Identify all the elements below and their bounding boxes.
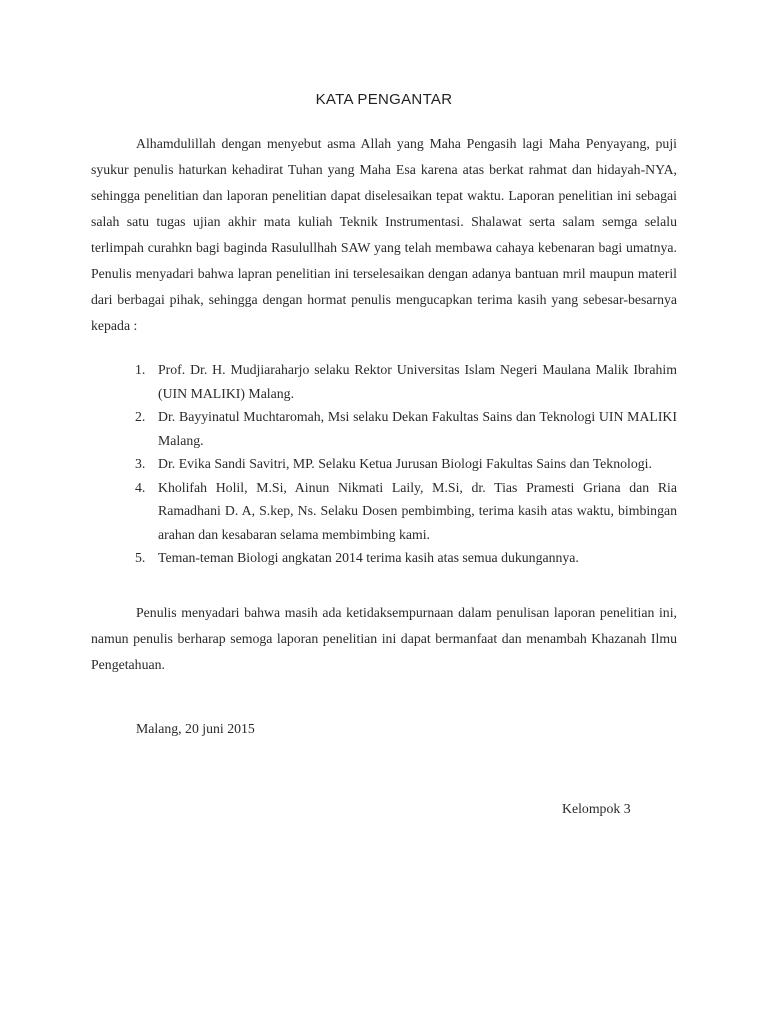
- place-date: Malang, 20 juni 2015: [136, 721, 255, 736]
- closing-paragraph: Penulis menyadari bahwa masih ada ketidaksempurnaan dalam penulisan laporan penelitian ini, namun penulis berharap semoga laporan penelitian ini dapat bermanfaat dan menambah Khazanah Ilmu Pengetahuan.: [91, 605, 677, 672]
- acknowledgement-list: [135, 358, 677, 570]
- list-number: 3.: [135, 456, 146, 471]
- list-item: [135, 476, 677, 547]
- list-item: [135, 358, 677, 405]
- list-number: 5.: [135, 550, 146, 565]
- list-number: 2.: [135, 409, 146, 424]
- list-text: Kholifah Holil, M.Si, Ainun Nikmati Laily, M.Si, dr. Tias Pramesti Griana dan Ria Ramadhani D. A, S.kep, Ns. Selaku Dosen pembimbing, terima kasih atas waktu, bimbingan arahan dan kesabaran selama membimbing kami.: [158, 479, 677, 542]
- list-item: [135, 405, 677, 452]
- list-number: 1.: [135, 362, 146, 377]
- list-item: [135, 546, 677, 570]
- list-text: Prof. Dr. H. Mudjiaraharjo selaku Rektor Universitas Islam Negeri Maulana Malik Ibrahim (UIN MALIKI) Malang.: [158, 362, 677, 401]
- list-text: Dr. Bayyinatul Muchtaromah, Msi selaku Dekan Fakultas Sains dan Teknologi UIN MALIKI Malang.: [158, 409, 677, 448]
- opening-paragraph: Alhamdulillah dengan menyebut asma Allah yang Maha Pengasih lagi Maha Penyayang, puji syukur penulis haturkan kehadirat Tuhan yang Maha Esa karena atas berkat rahmat dan hidayah-NYA, sehingga penelitian dan laporan penelitian dapat diselesaikan tepat waktu. Laporan penelitian ini sebagai salah satu tugas ujian akhir mata kuliah Teknik Instrumentasi. Shalawat serta salam semga selalu terlimpah curahkn bagi baginda Rasulullhah SAW yang telah membawa cahaya kebenaran bagi umatnya. Penulis menyadari bahwa lapran penelitian ini terselesaikan dengan adanya bantuan mril maupun materil dari berbagai pihak, sehingga dengan hormat penulis mengucapkan terima kasih yang sebesar-besarnya kepada :: [91, 136, 677, 333]
- list-text: Teman-teman Biologi angkatan 2014 terima kasih atas semua dukungannya.: [158, 550, 579, 565]
- list-number: 4.: [135, 479, 146, 495]
- list-text: Dr. Evika Sandi Savitri, MP. Selaku Ketua Jurusan Biologi Fakultas Sains dan Teknologi.: [158, 456, 652, 471]
- page-title: KATA PENGANTAR: [315, 91, 453, 108]
- signature: Kelompok 3: [562, 801, 631, 816]
- list-item: [135, 452, 677, 476]
